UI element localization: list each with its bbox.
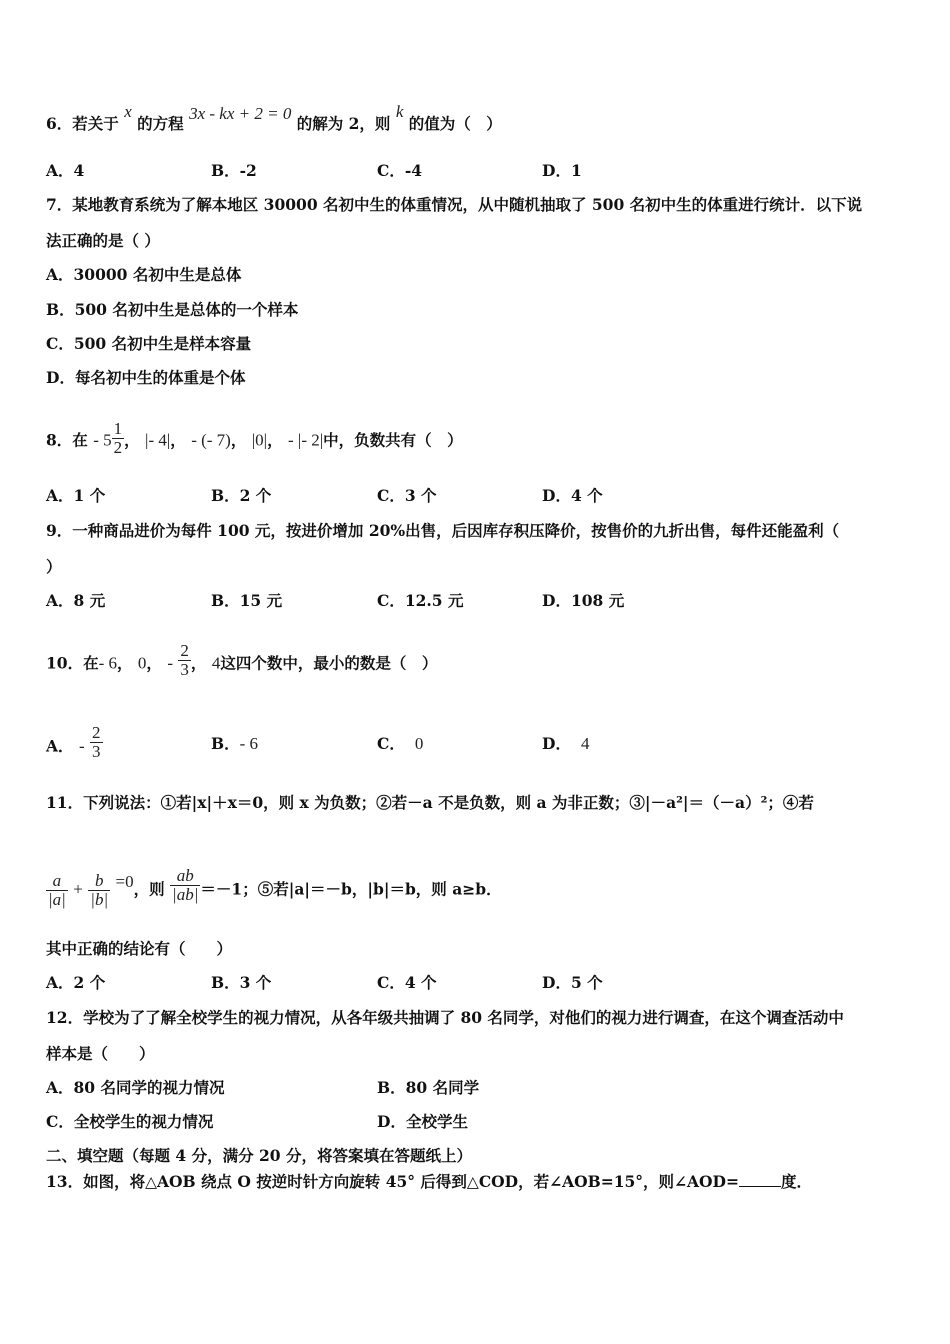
q6-equation: 3x - kx + 2 = 0 bbox=[189, 104, 292, 123]
q10-option-d bbox=[542, 734, 589, 754]
q11-option-c: C．4 个 bbox=[377, 973, 437, 992]
q13-text-1: 13．如图，将△AOB 绕点 O 按逆时针方向旋转 45° 后得到△COD，若∠AOB=15°，则∠AOD= bbox=[46, 1172, 739, 1191]
q7-option-d: D．每名初中生的体重是个体 bbox=[46, 368, 246, 387]
q10-option-d-label: D． bbox=[542, 734, 571, 753]
q11-stem-line3: 其中正确的结论有（ ） bbox=[46, 939, 233, 958]
q7-option-b: B．500 名初中生是总体的一个样本 bbox=[46, 300, 299, 319]
q11-option-d: D．5 个 bbox=[542, 973, 603, 992]
q9-option-c: C．12.5 元 bbox=[377, 591, 464, 610]
q10-text-2: 这四个数中，最小的数是（ ） bbox=[220, 653, 438, 673]
q11-equals-zero: =0 bbox=[115, 871, 134, 891]
q9-option-a: A．8 元 bbox=[46, 591, 106, 610]
q10-num-zero: 0 bbox=[137, 653, 147, 673]
q10-option-a-label: A． bbox=[46, 736, 74, 756]
q10-option-b-label: B． bbox=[211, 734, 240, 753]
q10-fraction-num: 2 bbox=[180, 641, 189, 660]
q8-fraction bbox=[112, 420, 125, 457]
q6-option-b: B．-2 bbox=[211, 161, 257, 180]
q6-text-4: 的值为（ ） bbox=[408, 114, 502, 133]
q8-neg-neg7: - (- 7) bbox=[191, 430, 231, 450]
q10-option-b bbox=[211, 734, 258, 754]
q10-option-c-label: C． bbox=[377, 734, 405, 753]
q8-text-2: 中，负数共有（ ） bbox=[323, 430, 463, 450]
q13-stem bbox=[46, 1172, 812, 1192]
q12-option-a: A．80 名同学的视力情况 bbox=[46, 1078, 225, 1097]
q6-text-2: 的方程 bbox=[137, 114, 184, 133]
q8-option-b: B．2 个 bbox=[211, 486, 272, 505]
q6-text-3: 的解为 2，则 bbox=[296, 114, 391, 133]
q6-var-x: x bbox=[124, 102, 132, 121]
q8-sep-1: ， bbox=[124, 430, 140, 450]
q10-option-a-den: 3 bbox=[92, 742, 101, 761]
q11-fraction-a bbox=[46, 872, 68, 909]
q6-option-a: A．4 bbox=[46, 161, 85, 180]
q8-sep-3: ， bbox=[230, 430, 247, 450]
section-2-heading: 二、填空题（每题 4 分，满分 20 分，将答案填在答题纸上） bbox=[46, 1146, 472, 1165]
q11-stem-line2 bbox=[46, 866, 502, 909]
q10-option-c-value: 0 bbox=[414, 734, 424, 753]
q11-fraction-b-den: |b| bbox=[90, 890, 109, 909]
q8-stem bbox=[46, 419, 463, 457]
q10-option-a-sign: - bbox=[78, 736, 85, 756]
q11-fraction-b bbox=[88, 872, 110, 909]
q7-stem-line2: 法正确的是（ ） bbox=[46, 231, 160, 250]
q10-option-c bbox=[377, 734, 423, 754]
q10-stem bbox=[46, 641, 438, 679]
q9-option-d: D．108 元 bbox=[542, 591, 625, 610]
q13-answer-blank[interactable] bbox=[739, 1172, 781, 1187]
q8-mixed-number-whole: - 5 bbox=[93, 430, 112, 450]
q8-text-1: 8．在 bbox=[46, 430, 88, 450]
q10-text-1: 10．在 bbox=[46, 653, 99, 673]
q8-abs-zero: |0| bbox=[251, 430, 268, 450]
q10-fraction-den: 3 bbox=[180, 660, 189, 679]
q12-option-d: D．全校学生 bbox=[377, 1112, 468, 1131]
q10-option-a-num: 2 bbox=[92, 723, 101, 742]
q6-stem bbox=[46, 102, 502, 134]
q8-sep-2: ， bbox=[170, 430, 186, 450]
q10-option-a-fraction bbox=[90, 724, 103, 761]
q10-num-neg6: - 6 bbox=[98, 653, 117, 673]
q8-option-d: D．4 个 bbox=[542, 486, 603, 505]
q7-option-c: C．500 名初中生是样本容量 bbox=[46, 334, 252, 353]
q7-stem-line1: 7．某地教育系统为了解本地区 30000 名初中生的体重情况，从中随机抽取了 500 名初中生的体重进行统计．以下说 bbox=[46, 195, 863, 214]
q9-option-b: B．15 元 bbox=[211, 591, 283, 610]
q9-stem-line1: 9．一种商品进价为每件 100 元，按进价增加 20%出售，后因库存积压降价，按售价的九折出售，每件还能盈利（ bbox=[46, 521, 840, 540]
q10-sep-3: ， bbox=[190, 653, 207, 673]
q12-stem-line1: 12．学校为了了解全校学生的视力情况，从各年级共抽调了 80 名同学，对他们的视力进行调查，在这个调查活动中 bbox=[46, 1008, 844, 1027]
q11-fraction-a-num: a bbox=[52, 871, 62, 890]
q10-frac-sign: - bbox=[167, 653, 174, 673]
q6-text-1: 6．若关于 bbox=[46, 114, 119, 133]
q10-sep-1: ， bbox=[117, 653, 133, 673]
q10-option-a bbox=[46, 723, 103, 761]
q6-option-c: C．-4 bbox=[377, 161, 423, 180]
q6-option-d: D．1 bbox=[542, 161, 582, 180]
q12-stem-line2: 样本是（ ） bbox=[46, 1044, 155, 1063]
q11-fraction-ab-den: |ab| bbox=[172, 885, 199, 904]
q10-sep-2: ， bbox=[146, 653, 162, 673]
q6-var-k: k bbox=[395, 102, 404, 121]
q11-option-a: A．2 个 bbox=[46, 973, 106, 992]
q11-option-b: B．3 个 bbox=[211, 973, 272, 992]
q8-option-a: A．1 个 bbox=[46, 486, 106, 505]
q11-fraction-a-den: |a| bbox=[48, 890, 66, 909]
q11-stem-line1: 11．下列说法：①若|x|＋x＝0，则 x 为负数；②若－a 不是负数，则 a 为非正数；③|－a²|＝（－a）²；④若 bbox=[46, 793, 814, 812]
q9-stem-line2: ） bbox=[46, 557, 62, 576]
q8-option-c: C．3 个 bbox=[377, 486, 437, 505]
q11-plus: + bbox=[73, 879, 83, 899]
q12-option-b: B．80 名同学 bbox=[377, 1078, 480, 1097]
q8-sep-4: ， bbox=[267, 430, 283, 450]
q10-fraction bbox=[178, 642, 191, 679]
q11-fraction-b-num: b bbox=[94, 871, 104, 890]
q7-option-a: A．30000 名初中生是总体 bbox=[46, 265, 242, 284]
q10-option-b-value: - 6 bbox=[239, 734, 259, 753]
q12-option-c: C．全校学生的视力情况 bbox=[46, 1112, 214, 1131]
q8-fraction-num: 1 bbox=[113, 419, 123, 438]
q10-num-four: 4 bbox=[211, 653, 221, 673]
q8-abs-neg4: |- 4| bbox=[145, 430, 171, 450]
q8-fraction-den: 2 bbox=[113, 438, 123, 457]
q13-text-2: 度． bbox=[781, 1172, 813, 1191]
q11-then: ，则 bbox=[133, 879, 165, 899]
q8-neg-abs-neg2: - |- 2| bbox=[288, 430, 324, 450]
q10-option-d-value: 4 bbox=[580, 734, 590, 753]
q11-fraction-ab-num: ab bbox=[176, 866, 194, 885]
q11-fraction-ab bbox=[170, 867, 200, 904]
q11-text-rest: ＝－1；⑤若|a|＝－b，|b|＝b，则 a≥b． bbox=[200, 879, 502, 899]
